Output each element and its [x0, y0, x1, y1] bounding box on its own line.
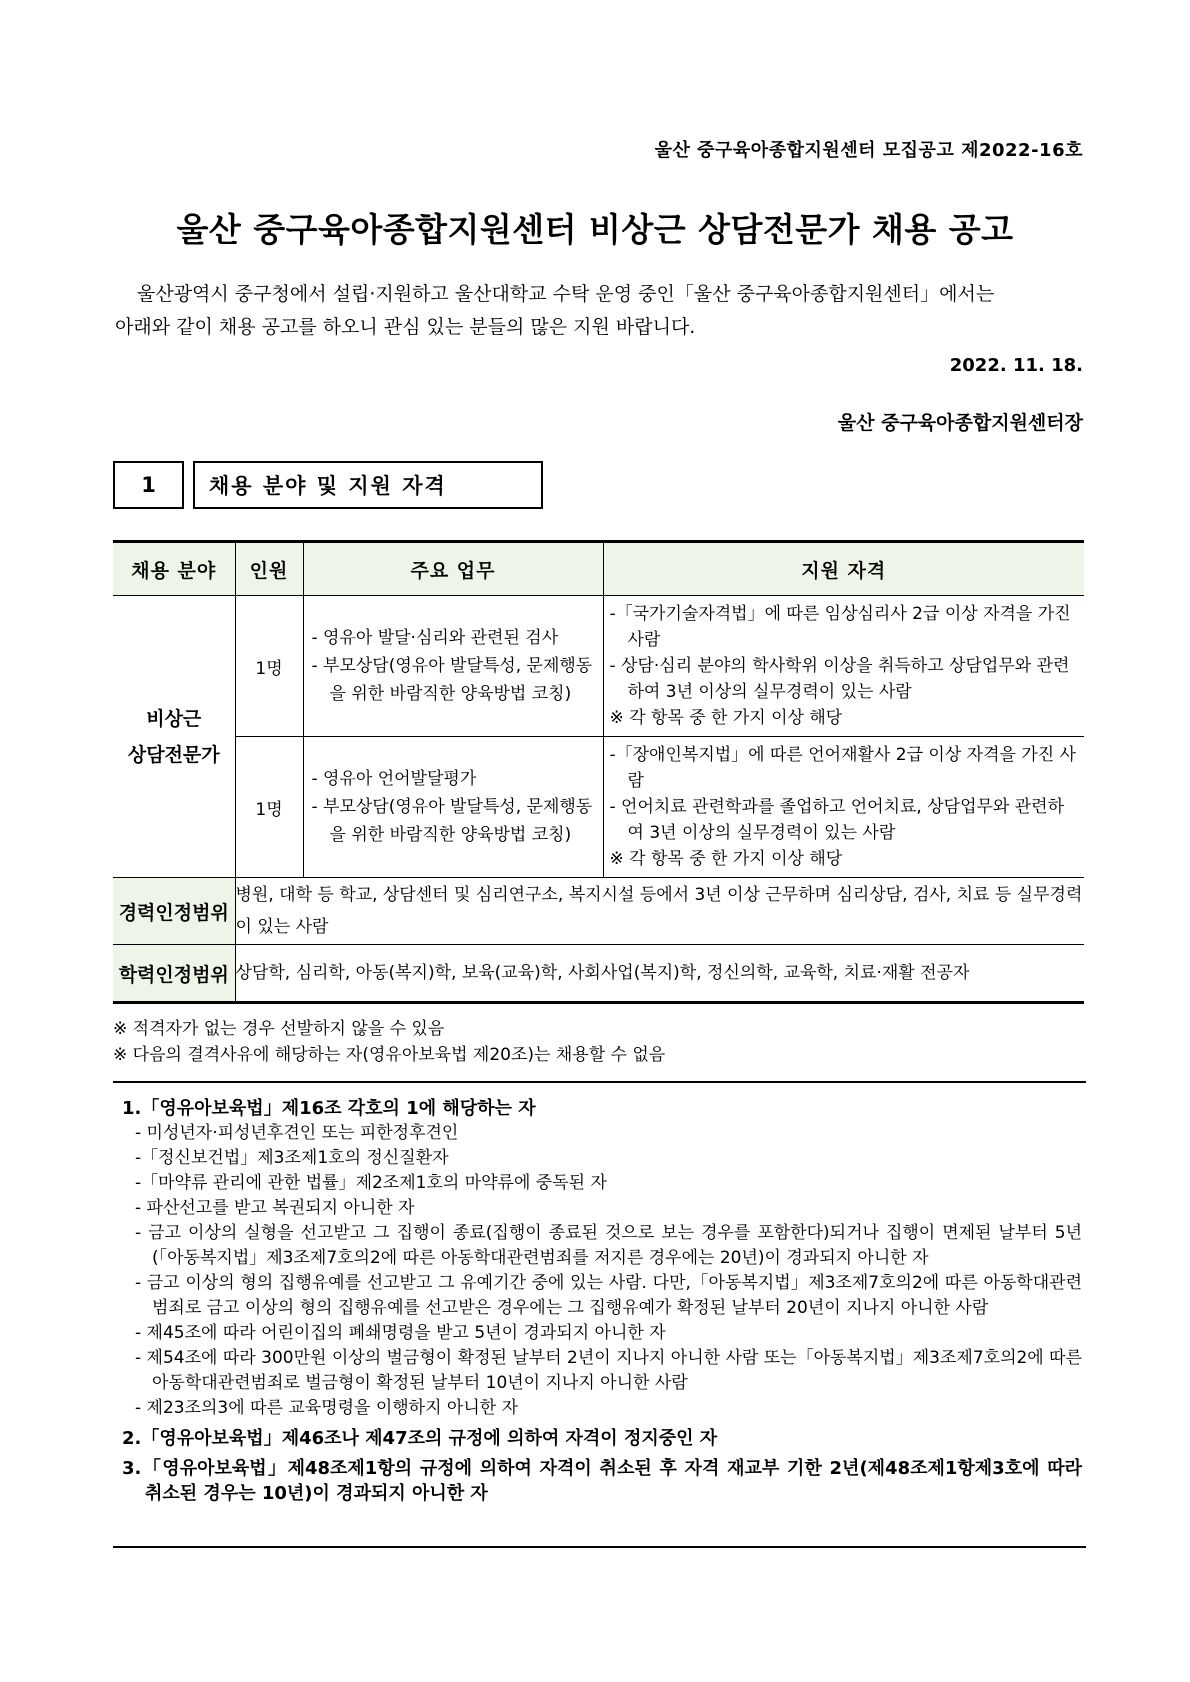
field-cell	[113, 596, 235, 878]
duty-item: - 부모상담(영유아 발달특성, 문제행동을 위한 바람직한 양육방법 코칭)	[311, 797, 593, 845]
table-row	[113, 596, 1084, 737]
duty-item: - 영유아 발달·심리와 관련된 검사	[311, 628, 559, 648]
qualification-item: - 상담·심리 분야의 학사학위 이상을 취득하고 상담업무와 관련하여 3년 이상의 실무경력이 있는 사람	[609, 656, 1070, 702]
count-cell: 1명	[235, 596, 303, 737]
qualification-item: -「국가기술자격법」에 따른 임상심리사 2급 이상 자격을 가진 사람	[609, 604, 1071, 650]
page-title: 울산 중구육아종합지원센터 비상근 상담전문가 채용 공고	[176, 210, 1014, 249]
field-line-2: 상담전문가	[127, 743, 220, 766]
qualification-item: -「장애인복지법」에 따른 언어재활사 2급 이상 자격을 가진 사람	[609, 745, 1076, 791]
disqualification-subitem: - 제45조에 따라 어린이집의 폐쇄명령을 받고 5년이 경과되지 아니한 자	[135, 1323, 666, 1343]
disqualification-subitem: - 제54조에 따라 300만원 이상의 벌금형이 확정된 날부터 2년이 지나지 아니한 사람 또는「아동복지법」제3조제7호의2에 따른 아동학대관련범죄로 벌금형이 확정된 날부터 10년이 지나지 아니한 사람	[135, 1348, 1082, 1393]
divider	[113, 1546, 1086, 1548]
qualification-note: ※ 각 항목 중 한 가지 이상 해당	[609, 708, 843, 728]
header-field: 채용 분야	[113, 542, 235, 596]
disqualification-heading-1: 1.「영유아보육법」제16조 각호의 1에 해당하는 자	[122, 1098, 536, 1119]
disqualification-subitem: - 금고 이상의 형의 집행유예를 선고받고 그 유예기간 중에 있는 사람. 다만,「아동복지법」제3조제7호의2에 따른 아동학대관련범죄로 금고 이상의 형의 집행유예를 선고받은 경우에는 그 집행유예가 확정된 날부터 20년이 지나지 아니한 사람	[135, 1273, 1082, 1318]
disqualification-heading-2: 2.「영유아보육법」제46조나 제47조의 규정에 의하여 자격이 정지중인 자	[122, 1428, 718, 1449]
notice-number: 울산 중구육아종합지원센터 모집공고 제2022-16호	[654, 140, 1083, 161]
duty-item: - 부모상담(영유아 발달특성, 문제행동을 위한 바람직한 양육방법 코칭)	[311, 656, 593, 704]
footnote: ※ 다음의 결격사유에 해당하는 자(영유아보육법 제20조)는 채용할 수 없음	[113, 1045, 666, 1065]
duties-cell	[303, 737, 603, 878]
experience-text: 병원, 대학 등 학교, 상담센터 및 심리연구소, 복지시설 등에서 3년 이상 근무하며 심리상담, 검사, 치료 등 실무경력이 있는 사람	[235, 878, 1084, 945]
disqualification-heading-3: 3.「영유아보육법」제48조제1항의 규정에 의하여 자격이 취소된 후 자격 재교부 기한 2년(제48조제1항제3호에 따라 취소된 경우는 10년)이 경과되지 아니한 자	[122, 1458, 1082, 1504]
footnote: ※ 적격자가 없는 경우 선발하지 않을 수 있음	[113, 1019, 445, 1039]
intro-paragraph	[115, 278, 1083, 344]
experience-label: 경력인정범위	[113, 878, 235, 945]
qualifications-cell	[603, 737, 1084, 878]
header-count: 인원	[235, 542, 303, 596]
education-row	[113, 945, 1084, 1003]
qualification-item: - 언어치료 관련학과를 졸업하고 언어치료, 상담업무와 관련하여 3년 이상의 실무경력이 있는 사람	[609, 797, 1065, 843]
qualification-note: ※ 각 항목 중 한 가지 이상 해당	[609, 849, 843, 869]
disqualification-list	[122, 1096, 1082, 1506]
section-title: 채용 분야 및 지원 자격	[193, 461, 543, 509]
footnotes	[113, 1016, 665, 1068]
disqualification-subitem: - 금고 이상의 실형을 선고받고 그 집행이 종료(집행이 종료된 것으로 보는 경우를 포함한다)되거나 집행이 면제된 날부터 5년(「아동복지법」제3조제7호의2에 따른 아동학대관련범죄를 저지른 경우에는 20년)이 경과되지 아니한 자	[135, 1223, 1082, 1268]
disqualification-subitem: - 파산선고를 받고 복권되지 아니한 자	[135, 1198, 415, 1218]
header-duties: 주요 업무	[303, 542, 603, 596]
divider	[113, 1081, 1086, 1083]
intro-line-2: 아래와 같이 채용 공고를 하오니 관심 있는 분들의 많은 지원 바랍니다.	[115, 316, 696, 338]
header-qualifications: 지원 자격	[603, 542, 1084, 596]
duties-cell	[303, 596, 603, 737]
table-row	[113, 737, 1084, 878]
qualifications-cell	[603, 596, 1084, 737]
recruitment-table	[113, 540, 1084, 1004]
notice-date: 2022. 11. 18.	[949, 355, 1083, 376]
field-line-1: 비상근	[146, 707, 202, 730]
experience-row	[113, 878, 1084, 945]
duty-item: - 영유아 언어발달평가	[311, 769, 477, 789]
section-number: 1	[113, 461, 184, 509]
education-text: 상담학, 심리학, 아동(복지)학, 보육(교육)학, 사회사업(복지)학, 정신의학, 교육학, 치료·재활 전공자	[235, 945, 1084, 1003]
table-header-row	[113, 542, 1084, 596]
disqualification-subitem: -「마약류 관리에 관한 법률」제2조제1호의 마약류에 중독된 자	[135, 1173, 607, 1193]
education-label: 학력인정범위	[113, 945, 235, 1003]
disqualification-subitem: -「정신보건법」제3조제1호의 정신질환자	[135, 1148, 449, 1168]
intro-line-1: 울산광역시 중구청에서 설립·지원하고 울산대학교 수탁 운영 중인「울산 중구육아종합지원센터」에서는	[137, 283, 995, 305]
signer: 울산 중구육아종합지원센터장	[837, 412, 1083, 434]
count-cell: 1명	[235, 737, 303, 878]
disqualification-subitem: - 미성년자·피성년후견인 또는 피한정후견인	[135, 1123, 459, 1143]
disqualification-subitem: - 제23조의3에 따른 교육명령을 이행하지 아니한 자	[135, 1398, 519, 1418]
